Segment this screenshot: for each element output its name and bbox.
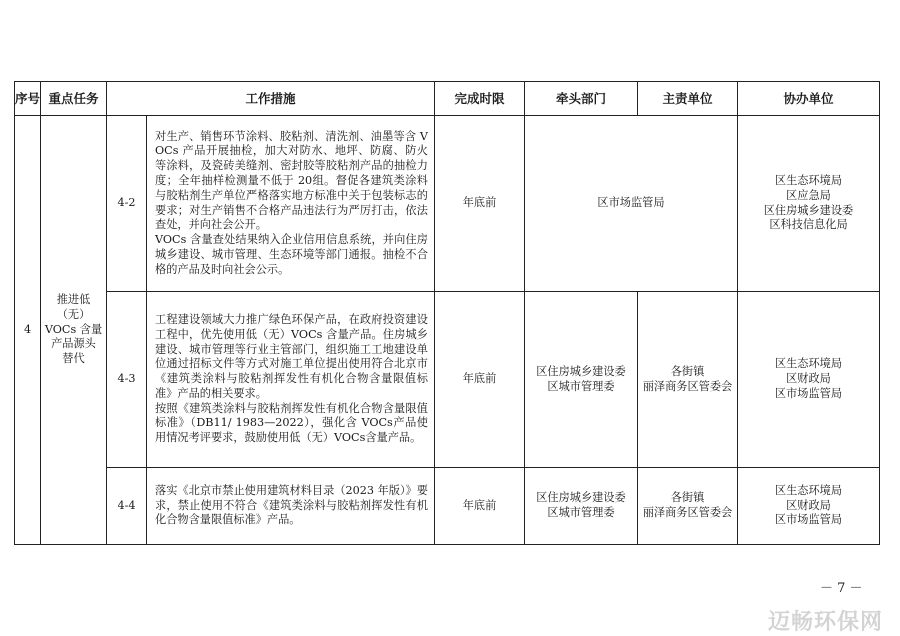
tasks-table xyxy=(14,81,880,545)
assist-unit: 区生态环境局 xyxy=(774,357,843,371)
table-row xyxy=(15,292,880,468)
group-seq: 4 xyxy=(15,116,41,545)
assist-unit: 区应急局 xyxy=(786,188,831,202)
responsible-cell xyxy=(638,468,738,545)
assist-unit: 区市场监管局 xyxy=(774,513,843,527)
assist-unit: 区科技信息化局 xyxy=(769,218,848,232)
deadline-cell: 年底前 xyxy=(435,116,525,292)
measure-paragraph: 对生产、销售环节涂料、胶粘剂、清洗剂、油墨等含 VOCs 产品开展抽检，加大对防水、地坪、防腐、防火等涂料，及瓷砖美缝剂、密封胶等胶粘剂产品的抽检力度；全年抽样检测量不低于 20组。督促各建筑类涂料与胶粘剂生产单位严格落实地方标准中关于包装标志的要求；对生产销售不合格产品违法行为严厉打击，依法查处，并向社会公开。 xyxy=(155,129,428,232)
assist-unit: 区市场监管局 xyxy=(774,386,843,400)
measure-text xyxy=(147,116,435,292)
assist-cell xyxy=(738,468,880,545)
assist-unit: 区生态环境局 xyxy=(774,483,843,497)
lead-cell xyxy=(525,116,738,292)
header-task: 重点任务 xyxy=(41,82,107,116)
header-seq: 序号 xyxy=(15,82,41,116)
deadline-cell: 年底前 xyxy=(435,292,525,468)
measure-paragraph: VOCs 含量查处结果纳入企业信用信息系统，并向住房城乡建设、城市管理、生态环境等部门通报。抽检不合格的产品及时向社会公示。 xyxy=(155,233,428,276)
lead-unit: 区市场监管局 xyxy=(597,196,665,210)
assist-unit: 区住房城乡建设委 xyxy=(763,203,854,217)
task-line: 产品源头 xyxy=(51,337,96,351)
measure-paragraph: 落实《北京市禁止使用建筑材料目录（2023 年版）》要求，禁止使用不符合《建筑类涂料与胶粘剂挥发性有机化合物含量限值标准》产品。 xyxy=(155,483,428,527)
assist-cell xyxy=(738,292,880,468)
responsible-unit: 丽泽商务区管委会 xyxy=(642,506,733,519)
header-lead: 牵头部门 xyxy=(525,82,638,116)
responsible-unit: 各街镇 xyxy=(670,364,705,378)
measure-id: 4-2 xyxy=(107,116,147,292)
header-assist: 协办单位 xyxy=(738,82,880,116)
responsible-unit: 丽泽商务区管委会 xyxy=(642,379,733,393)
header-row xyxy=(15,82,880,116)
responsible-unit: 各街镇 xyxy=(670,491,705,505)
header-deadline: 完成时限 xyxy=(435,82,525,116)
measure-text xyxy=(147,292,435,468)
responsible-cell xyxy=(638,292,738,468)
page-number: － 7 － xyxy=(820,581,863,596)
task-line: （无） xyxy=(56,307,91,321)
deadline-cell: 年底前 xyxy=(435,468,525,545)
lead-unit: 区住房城乡建设委 xyxy=(536,491,626,505)
group-task xyxy=(41,116,107,545)
assist-cell xyxy=(738,116,880,292)
assist-unit: 区生态环境局 xyxy=(774,173,843,187)
lead-unit: 区城市管理委 xyxy=(547,506,615,519)
measure-id: 4-4 xyxy=(107,468,147,545)
task-line: VOCs 含量 xyxy=(44,322,103,336)
header-measures: 工作措施 xyxy=(107,82,435,116)
measure-paragraph: 按照《建筑类涂料与胶粘剂挥发性有机化合物含量限值标准》（DB11/ 1983—2022），强化含 VOCs产品使用情况考评要求，鼓励使用低（无）VOCs含量产品。 xyxy=(155,401,428,445)
table-row xyxy=(15,116,880,292)
measure-text xyxy=(147,468,435,545)
lead-cell xyxy=(525,292,638,468)
header-responsible: 主责单位 xyxy=(638,82,738,116)
lead-cell xyxy=(525,468,638,545)
assist-unit: 区财政局 xyxy=(786,498,831,512)
assist-unit: 区财政局 xyxy=(786,372,831,386)
task-line: 替代 xyxy=(62,352,85,366)
measure-id: 4-3 xyxy=(107,292,147,468)
watermark: 迈畅环保网 xyxy=(768,610,884,635)
table-row xyxy=(15,468,880,545)
measure-paragraph: 工程建设领域大力推广绿色环保产品，在政府投资建设工程中，优先使用低（无）VOCs 含量产品。住房城乡建设、城市管理等行业主管部门，组织施工工地建设单位通过招标文件等方式对施工单位提出使用符合北京市《建筑类涂料与胶粘剂挥发性有机化合物含量限值标准》产品的相关要求。 xyxy=(155,312,428,400)
task-line: 推进低 xyxy=(56,293,91,306)
lead-unit: 区住房城乡建设委 xyxy=(536,364,626,378)
lead-unit: 区城市管理委 xyxy=(547,379,615,393)
